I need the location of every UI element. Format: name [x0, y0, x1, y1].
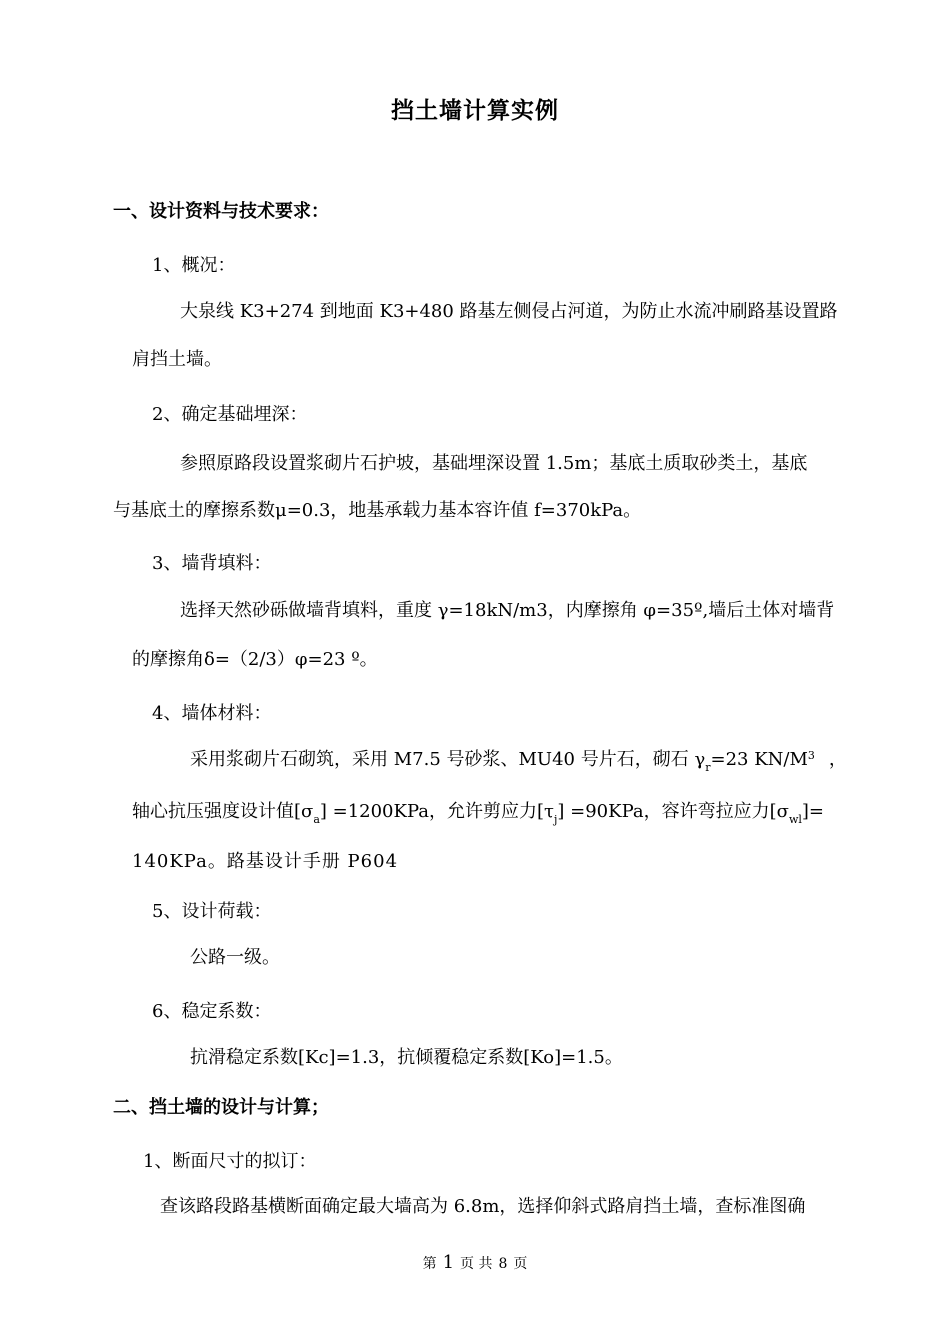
item-4-l1-text-c: ， — [828, 749, 847, 770]
item-1-body-line-1 — [180, 300, 837, 324]
footer-suffix: 页 — [513, 1256, 528, 1272]
item-3-heading: 3、墙背填料： — [152, 553, 272, 574]
item-4-l2-text-a: 轴心抗压强度设计值[σ — [132, 801, 314, 822]
section-2-item-1-body: 查该路段路基横断面确定最大墙高为 6.8m，选择仰斜式路肩挡土墙，查标准图确 — [160, 1196, 806, 1217]
footer-total-pages: 8 — [498, 1256, 508, 1272]
item-1-heading: 1、概况： — [152, 255, 236, 276]
item-4-l1-text-b: =23 KN/M — [710, 749, 808, 770]
item-4-l2-subscript-wl: wl — [788, 813, 802, 826]
footer-page-number: 1 — [442, 1252, 455, 1273]
item-3-body-line-2: 的摩擦角δ=（2/3）φ=23 º。 — [132, 649, 378, 670]
item-2-body-line-1: 参照原路段设置浆砌片石护坡，基础埋深设置 1.5m；基底土质取砂类土，基底 — [180, 453, 808, 474]
item-4-body-line-2 — [132, 800, 824, 824]
item-4-l2-subscript-a: a — [313, 813, 320, 826]
item-4-l2-text-b: ] =1200KPa，允许剪应力[τ — [319, 801, 554, 822]
page-footer — [0, 1252, 950, 1275]
section-1-heading: 一、设计资料与技术要求： — [113, 201, 329, 222]
item-5-heading: 5、设计荷载： — [152, 901, 272, 922]
footer-prefix: 第 — [422, 1256, 437, 1272]
item-4-l2-text-c: ] =90KPa，容许弯拉应力[σ — [557, 801, 789, 822]
item-4-l2-text-d: ]= — [801, 801, 824, 822]
item-5-body: 公路一级。 — [190, 947, 280, 968]
item-1-body-line-2: 肩挡土墙。 — [132, 349, 222, 370]
item-6-body: 抗滑稳定系数[Kc]=1.3，抗倾覆稳定系数[Ko]=1.5。 — [190, 1047, 623, 1068]
item-2-body-line-2: 与基底土的摩擦系数μ=0.3，地基承载力基本容许值 f=370kPa。 — [113, 500, 642, 521]
item-1-body-line-1-text: 大泉线 K3+274 到地面 K3+480 路基左侧侵占河道，为防止水流冲刷路基设置路 — [180, 301, 838, 322]
item-4-l1-superscript: 3 — [807, 749, 815, 762]
section-2-heading: 二、挡土墙的设计与计算； — [113, 1097, 329, 1118]
item-4-body-line-3: 140KPa。路基设计手册 P604 — [132, 851, 399, 872]
item-6-heading: 6、稳定系数： — [152, 1001, 272, 1022]
footer-middle: 页 共 — [460, 1256, 493, 1272]
item-4-body-line-1 — [190, 748, 847, 772]
item-4-l1-text-a: 采用浆砌片石砌筑，采用 M7.5 号砂浆、MU40 号片石，砌石 γ — [190, 749, 706, 770]
item-4-heading: 4、墙体材料： — [152, 703, 272, 724]
item-3-body-line-1: 选择天然砂砾做墙背填料，重度 γ=18kN/m3，内摩擦角 φ=35º,墙后土体对墙背 — [180, 600, 835, 621]
section-2-item-1-heading: 1、断面尺寸的拟订： — [143, 1151, 317, 1172]
item-4-l2-subscript-j: j — [553, 813, 558, 826]
item-2-heading: 2、确定基础埋深： — [152, 404, 308, 425]
page-title: 挡土墙计算实例 — [391, 98, 559, 124]
item-4-l1-subscript: r — [705, 761, 711, 774]
